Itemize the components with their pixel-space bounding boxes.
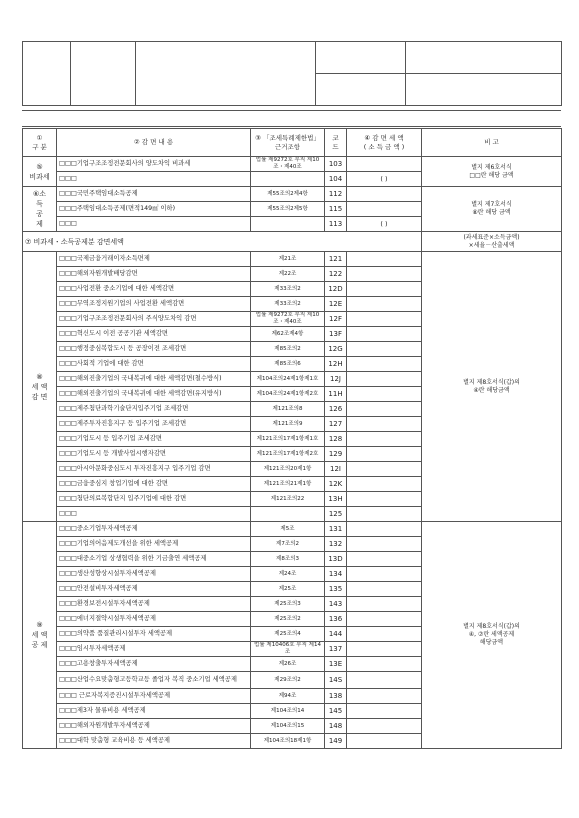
item-code: 14S (325, 672, 347, 689)
law-reference: 제104조의14 (251, 704, 325, 719)
biz-no-field[interactable] (406, 74, 562, 106)
item-description: □□□행정중심복합도시 등 공장이전 조세감면 (57, 342, 251, 357)
law-reference (251, 507, 325, 522)
item-description: □□□ (57, 507, 251, 522)
exemption-remark: 별지 제6호서식 □□란 해당 금액 (422, 157, 562, 187)
item-code: 13F (325, 327, 347, 342)
item-description: □□□첨단의료복합단지 입주기업에 대한 감면 (57, 492, 251, 507)
col-header-law: ③ 「조세특례제한법」 근거조항 (251, 129, 325, 157)
tax-reduction-label: ⑧ 세 액 감 면 (23, 252, 57, 522)
item-description: □□□ (57, 217, 251, 232)
item-code: 13D (325, 552, 347, 567)
item-description: □□□국제금융거래이자소득면제 (57, 252, 251, 267)
deduction-reduction-remark: (과세표준×소득금액) ×세율－산출세액 (422, 232, 562, 252)
law-reference: 법률 제10406호 부칙 제14조 (251, 642, 325, 657)
law-reference: 제25조의4 (251, 627, 325, 642)
item-code: 121 (325, 252, 347, 267)
item-description: □□□혁신도시 이전 공공기관 세액감면 (57, 327, 251, 342)
item-description: □□□ 근로자복지증진시설투자세액공제 (57, 689, 251, 704)
item-description: □□□대학 맞춤형 교육비용 등 세액공제 (57, 734, 251, 749)
item-code: 127 (325, 417, 347, 432)
law-reference: 제104조의18제1항 (251, 734, 325, 749)
tax-credit-remark: 별지 제8호서식(갑)의 ④, ⑦란 세액공제 해당금액 (422, 522, 562, 749)
amount-field[interactable] (347, 704, 422, 719)
amount-field[interactable] (347, 252, 422, 267)
form-title (136, 42, 316, 106)
amount-field[interactable] (347, 432, 422, 447)
item-code: 12H (325, 357, 347, 372)
income-deduction-label: ⑥소 득 공 제 (23, 187, 57, 232)
period-label (23, 42, 71, 106)
item-code: 104 (325, 172, 347, 187)
item-description: □□□기업도시 등 입주기업 조세감면 (57, 432, 251, 447)
law-reference: 제29조의2 (251, 672, 325, 689)
law-reference: 제8조의3 (251, 552, 325, 567)
amount-field[interactable] (347, 582, 422, 597)
tax-reduction-remark: 별지 제8호서식(갑)의 ④란 해당금액 (422, 252, 562, 522)
amount-field[interactable] (347, 282, 422, 297)
law-reference: 제33조의2 (251, 282, 325, 297)
law-reference: 제104조의15 (251, 719, 325, 734)
amount-field[interactable] (347, 372, 422, 387)
item-description: □□□의약품 품질관리시설투자 세액공제 (57, 627, 251, 642)
item-code: 144 (325, 627, 347, 642)
law-reference: 제104조의24제1항제2호 (251, 387, 325, 402)
col-header-category: ① 구 분 (23, 129, 57, 157)
income-deduction-remark: 별지 제7호서식 ⑧란 해당 금액 (422, 187, 562, 232)
law-reference: 제85조의2 (251, 342, 325, 357)
item-description: □□□ (57, 172, 251, 187)
amount-field[interactable] (347, 312, 422, 327)
amount-field[interactable] (347, 462, 422, 477)
amount-field[interactable] (347, 477, 422, 492)
law-reference: 제5조 (251, 522, 325, 537)
law-reference: 제21조 (251, 252, 325, 267)
amount-field[interactable] (347, 267, 422, 282)
table-row (23, 157, 562, 172)
law-reference: 제62조제4항 (251, 327, 325, 342)
item-code: 13E (325, 657, 347, 672)
law-reference: 제85조의6 (251, 357, 325, 372)
amount-field[interactable] (347, 657, 422, 672)
item-description: □□□아시아문화중심도시 투자진흥지구 입주기업 감면 (57, 462, 251, 477)
amount-field[interactable] (347, 522, 422, 537)
amount-field[interactable] (347, 357, 422, 372)
item-code: 126 (325, 402, 347, 417)
deduction-reduction-label: ⑦ 비과세・소득공제분 감면세액 (23, 232, 422, 252)
law-reference: 제26조 (251, 657, 325, 672)
law-reference: 제121조의9 (251, 417, 325, 432)
form-header (22, 41, 562, 106)
amount-field[interactable]: ( ) (347, 217, 422, 232)
amount-field[interactable] (347, 672, 422, 689)
amount-field[interactable] (347, 387, 422, 402)
item-code: 137 (325, 642, 347, 657)
item-code: 13H (325, 492, 347, 507)
amount-field[interactable] (347, 537, 422, 552)
table-row (23, 187, 562, 202)
item-code: 125 (325, 507, 347, 522)
item-description: □□□생산성향상시설투자세액공제 (57, 567, 251, 582)
item-code: 12J (325, 372, 347, 387)
col-header-content: ② 감 면 내 용 (57, 129, 251, 157)
period-input[interactable] (71, 42, 136, 106)
law-reference: 법률 제9272호 부칙 제10조・제40조 (251, 157, 325, 172)
amount-field[interactable] (347, 492, 422, 507)
item-code: 138 (325, 689, 347, 704)
item-description: □□□기업구조조정전문회사의 양도차익 비과세 (57, 157, 251, 172)
item-description: □□□기업의어음제도개선을 위한 세액공제 (57, 537, 251, 552)
item-description: □□□에너지절약시설투자세액공제 (57, 612, 251, 627)
item-code: 128 (325, 432, 347, 447)
item-description: □□□금융중심지 창업기업에 대한 감면 (57, 477, 251, 492)
item-description: □□□해외진출기업의 국내복귀에 대한 세액감면(유지방식) (57, 387, 251, 402)
law-reference: 법률 제9272호 부칙 제10조・제40조 (251, 312, 325, 327)
col-header-remarks: 비 고 (422, 129, 562, 157)
law-reference: 제121조의22 (251, 492, 325, 507)
law-reference: 제33조의2 (251, 297, 325, 312)
amount-field[interactable] (347, 402, 422, 417)
amount-field[interactable] (347, 157, 422, 172)
item-description: □□□중소기업투자세액공제 (57, 522, 251, 537)
amount-field[interactable] (347, 597, 422, 612)
item-description: □□□제주첨단과학기술단지입주기업 조세감면 (57, 402, 251, 417)
amount-field[interactable] (347, 734, 422, 749)
item-description: □□□기업구조조정전문회사의 주식양도차익 감면 (57, 312, 251, 327)
amount-field[interactable] (347, 327, 422, 342)
form-top-bar (22, 27, 562, 41)
amount-field[interactable] (347, 507, 422, 522)
amount-field[interactable] (347, 627, 422, 642)
tax-credit-label: ⑨ 세 액 공 제 (23, 522, 57, 749)
item-code: 129 (325, 447, 347, 462)
biz-no-label (316, 74, 406, 106)
amount-field[interactable] (347, 187, 422, 202)
item-description: □□□해외자원개발배당감면 (57, 267, 251, 282)
table-row (23, 232, 562, 252)
law-reference: 제25조의2 (251, 612, 325, 627)
item-code: 103 (325, 157, 347, 172)
amount-field[interactable]: ( ) (347, 172, 422, 187)
law-reference: 제25조의3 (251, 597, 325, 612)
amount-field[interactable] (347, 447, 422, 462)
item-code: 12D (325, 282, 347, 297)
col-header-amount: ④ 감 면 세 액 ( 소 득 금 액 ) (347, 129, 422, 157)
law-reference (251, 217, 325, 232)
table-row (23, 129, 562, 157)
item-code: 131 (325, 522, 347, 537)
item-code: 143 (325, 597, 347, 612)
law-reference: 제24조 (251, 567, 325, 582)
item-code: 12I (325, 462, 347, 477)
amount-field[interactable] (347, 689, 422, 704)
item-description: □□□제3자 물류비용 세액공제 (57, 704, 251, 719)
item-description: □□□임시투자세액공제 (57, 642, 251, 657)
item-description: □□□해외진출기업의 국내복귀에 대한 세액감면(철수방식) (57, 372, 251, 387)
item-code: 136 (325, 612, 347, 627)
item-description: □□□기업도시 등 개발사업시행자감면 (57, 447, 251, 462)
item-code: 149 (325, 734, 347, 749)
item-code: 148 (325, 719, 347, 734)
amount-field[interactable] (347, 202, 422, 217)
corp-name-label (316, 42, 406, 74)
item-code: 145 (325, 704, 347, 719)
law-reference: 제104조의24제1항제1호 (251, 372, 325, 387)
law-reference: 제121조의17제1항제1호 (251, 432, 325, 447)
item-code: 135 (325, 582, 347, 597)
item-description: □□□해외자원개발투자세액공제 (57, 719, 251, 734)
amount-field[interactable] (347, 567, 422, 582)
section-1-heading (22, 110, 561, 127)
law-reference (251, 172, 325, 187)
item-description: □□□사회적 기업에 대한 감면 (57, 357, 251, 372)
item-description: □□□대중소기업 상생협력을 위한 기금출연 세액공제 (57, 552, 251, 567)
item-code: 115 (325, 202, 347, 217)
law-reference: 제55조의2제5항 (251, 202, 325, 217)
item-description: □□□환경보전시설투자세액공제 (57, 597, 251, 612)
item-description: □□□주택임대소득공제(면적149㎡ 이하) (57, 202, 251, 217)
col-header-code: 코 드 (325, 129, 347, 157)
law-reference: 제121조의20제1항 (251, 462, 325, 477)
item-code: 112 (325, 187, 347, 202)
item-description: □□□국민주택임대소득공제 (57, 187, 251, 202)
item-description: □□□제주투자진흥지구 등 입주기업 조세감면 (57, 417, 251, 432)
item-code: 113 (325, 217, 347, 232)
law-reference: 제55조의2제4항 (251, 187, 325, 202)
amount-field[interactable] (347, 342, 422, 357)
law-reference: 제121조의21제1항 (251, 477, 325, 492)
amount-field[interactable] (347, 612, 422, 627)
amount-field[interactable] (347, 642, 422, 657)
item-code: 12E (325, 297, 347, 312)
law-reference: 제121조의17제1항제2호 (251, 447, 325, 462)
item-code: 122 (325, 267, 347, 282)
tax-table (22, 128, 562, 749)
table-row (23, 252, 562, 267)
amount-field[interactable] (347, 417, 422, 432)
item-description: □□□고용창출투자세액공제 (57, 657, 251, 672)
corp-name-field[interactable] (406, 42, 562, 74)
law-reference: 제121조의8 (251, 402, 325, 417)
law-reference: 제7조의2 (251, 537, 325, 552)
table-row (23, 522, 562, 537)
item-code: 134 (325, 567, 347, 582)
item-description: □□□안전설비투자세액공제 (57, 582, 251, 597)
exemption-label: ⑤ 비과세 (23, 157, 57, 187)
item-code: 11H (325, 387, 347, 402)
amount-field[interactable] (347, 297, 422, 312)
law-reference: 제22조 (251, 267, 325, 282)
item-description: □□□산업수요맞춤형고등학교등 졸업자 복직 중소기업 세액공제 (57, 672, 251, 689)
law-reference: 제94조 (251, 689, 325, 704)
item-description: □□□무역조정지원기업의 사업전환 세액감면 (57, 297, 251, 312)
item-code: 132 (325, 537, 347, 552)
amount-field[interactable] (347, 719, 422, 734)
item-code: 12K (325, 477, 347, 492)
item-code: 12F (325, 312, 347, 327)
item-description: □□□사업전환 중소기업에 대한 세액감면 (57, 282, 251, 297)
law-reference: 제25조 (251, 582, 325, 597)
amount-field[interactable] (347, 552, 422, 567)
item-code: 12G (325, 342, 347, 357)
